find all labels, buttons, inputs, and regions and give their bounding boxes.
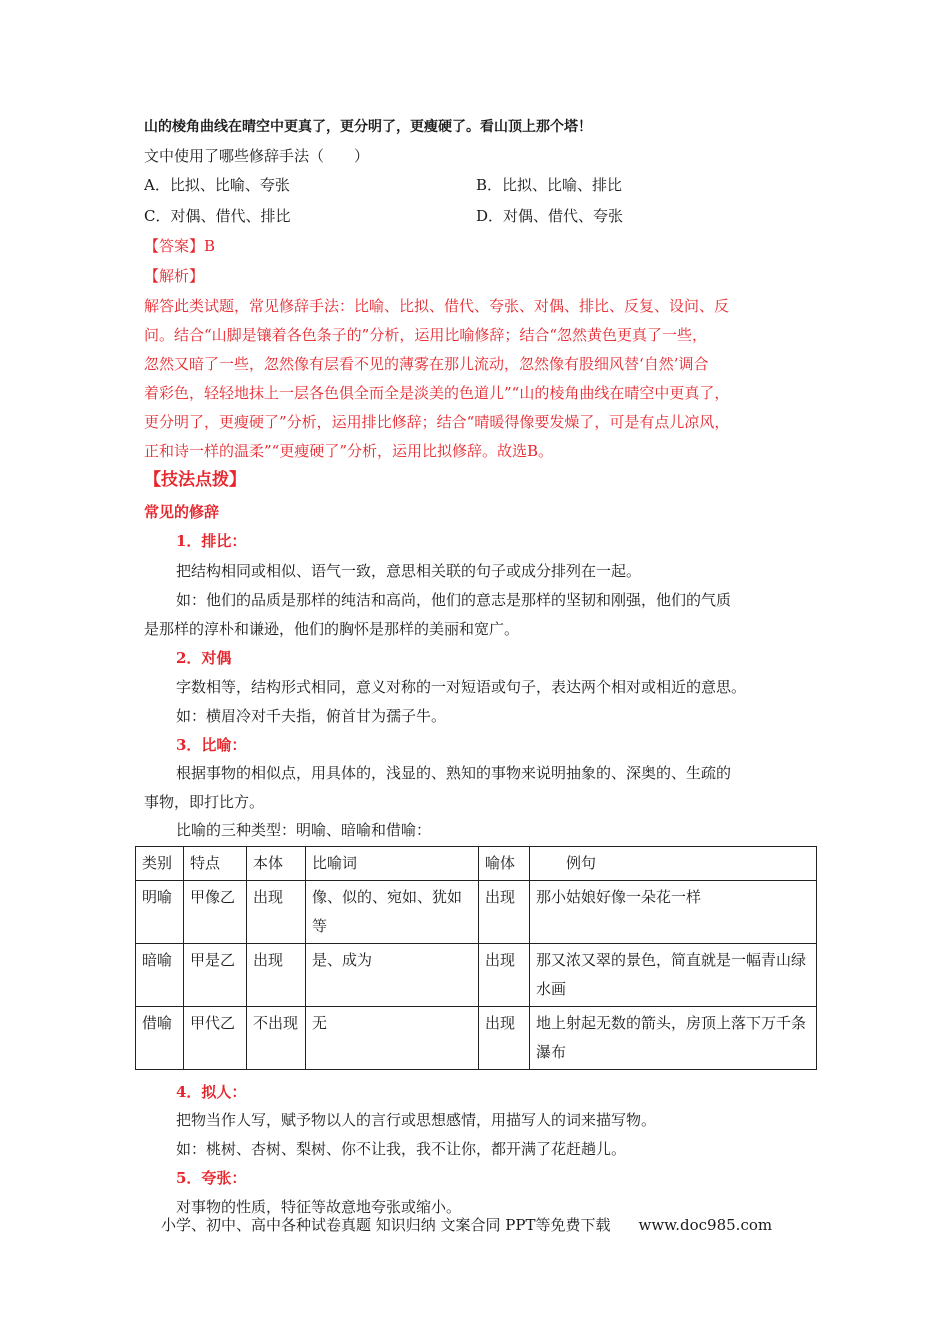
table-cell: 出现 <box>479 1007 530 1070</box>
hyperbole-definition: 对事物的性质，特征等故意地夸张或缩小。 <box>176 1198 462 1216</box>
table-cell: 不出现 <box>247 1007 306 1070</box>
answer-label: 【答案】B <box>144 237 216 255</box>
header-cell: 本体 <box>247 847 306 881</box>
table-cell: 出现 <box>479 881 530 944</box>
personification-definition: 把物当作人写，赋予物以人的言行或思想感情，用描写人的词来描写物。 <box>176 1111 657 1129</box>
antithesis-definition: 字数相等，结构形式相同，意义对称的一对短语或句子，表达两个相对或相近的意思。 <box>176 678 747 696</box>
parallelism-title: 1．排比： <box>176 532 247 550</box>
table-cell: 出现 <box>247 944 306 1007</box>
analysis-line: 正和诗一样的温柔”“更瘦硬了”分析，运用比拟修辞。故选B。 <box>144 442 554 460</box>
analysis-label: 【解析】 <box>144 267 205 285</box>
table-cell: 甲代乙 <box>184 1007 247 1070</box>
parallelism-definition: 把结构相同或相似、语气一致，意思相关联的句子或成分排列在一起。 <box>176 562 642 580</box>
antithesis-title: 2．对偶 <box>176 649 232 667</box>
analysis-line: 着彩色，轻轻地抹上一层各色俱全而全是淡美的色道儿”“山的棱角曲线在晴空中更真了， <box>144 384 730 402</box>
option-c[interactable]: C．对偶、借代、排比 <box>144 207 291 225</box>
header-cell: 比喻词 <box>306 847 479 881</box>
table-cell: 那又浓又翠的景色，简直就是一幅青山绿水画 <box>530 944 817 1007</box>
table-cell: 无 <box>306 1007 479 1070</box>
analysis-line: 忽然又暗了一些，忽然像有层看不见的薄雾在那儿流动，忽然像有股细风替‘自然’调合 <box>144 355 709 373</box>
table-row <box>136 944 817 1007</box>
question-stem: 文中使用了哪些修辞手法（ ） <box>144 147 370 165</box>
personification-title: 4．拟人： <box>176 1083 247 1101</box>
table-cell: 明喻 <box>136 881 184 944</box>
hyperbole-title: 5．夸张： <box>176 1169 247 1187</box>
header-cell: 类别 <box>136 847 184 881</box>
page-footer <box>161 1214 772 1235</box>
metaphor-types-table <box>135 846 817 1070</box>
metaphor-title: 3．比喻： <box>176 736 247 754</box>
table-cell: 出现 <box>247 881 306 944</box>
passage-tail: 山的棱角曲线在晴空中更真了，更分明了，更瘦硬了。看山顶上那个塔！ <box>144 119 592 135</box>
table-row <box>136 881 817 944</box>
parallelism-example: 如：他们的品质是那样的纯洁和高尚，他们的意志是那样的坚韧和刚强，他们的气质 <box>176 591 732 609</box>
parallelism-example-cont: 是那样的淳朴和谦逊，他们的胸怀是那样的美丽和宽广。 <box>144 620 520 638</box>
tips-heading: 【技法点拨】 <box>144 470 246 490</box>
analysis-line: 更分明了，更瘦硬了”分析，运用排比修辞；结合“晴暖得像要发燥了，可是有点儿凉风， <box>144 413 730 431</box>
header-cell: 例句 <box>530 847 817 881</box>
section-title: 常见的修辞 <box>144 503 220 521</box>
option-a[interactable]: A．比拟、比喻、夸张 <box>144 176 290 194</box>
metaphor-definition: 根据事物的相似点，用具体的，浅显的、熟知的事物来说明抽象的、深奥的、生疏的 <box>176 764 732 782</box>
table-cell: 借喻 <box>136 1007 184 1070</box>
header-cell: 喻体 <box>479 847 530 881</box>
table-cell: 甲是乙 <box>184 944 247 1007</box>
footer-text: 小学、初中、高中各种试卷真题 知识归纳 文案合同 PPT等免费下载 <box>161 1216 611 1234</box>
table-row <box>136 1007 817 1070</box>
table-cell: 是、成为 <box>306 944 479 1007</box>
metaphor-definition-cont: 事物，即打比方。 <box>144 793 265 811</box>
header-cell: 特点 <box>184 847 247 881</box>
table-cell: 那小姑娘好像一朵花一样 <box>530 881 817 944</box>
table-cell: 甲像乙 <box>184 881 247 944</box>
option-b[interactable]: B．比拟、比喻、排比 <box>476 176 623 194</box>
table-header-row <box>136 847 817 881</box>
analysis-line: 问。结合“山脚是镶着各色条子的”分析，运用比喻修辞；结合“忽然黄色更真了一些， <box>144 326 708 344</box>
metaphor-types: 比喻的三种类型：明喻、暗喻和借喻： <box>176 821 432 839</box>
personification-example: 如：桃树、杏树、梨树、你不让我，我不让你，都开满了花赶趟儿。 <box>176 1140 627 1158</box>
option-d[interactable]: D．对偶、借代、夸张 <box>476 207 624 225</box>
table-cell: 地上射起无数的箭头，房顶上落下万千条瀑布 <box>530 1007 817 1070</box>
table-cell: 像、似的、宛如、犹如等 <box>306 881 479 944</box>
table-cell: 暗喻 <box>136 944 184 1007</box>
analysis-line: 解答此类试题，常见修辞手法：比喻、比拟、借代、夸张、对偶、排比、反复、设问、反 <box>144 297 730 315</box>
footer-url[interactable]: www.doc985.com <box>638 1216 773 1234</box>
table-cell: 出现 <box>479 944 530 1007</box>
antithesis-example: 如：横眉冷对千夫指，俯首甘为孺子牛。 <box>176 707 447 725</box>
